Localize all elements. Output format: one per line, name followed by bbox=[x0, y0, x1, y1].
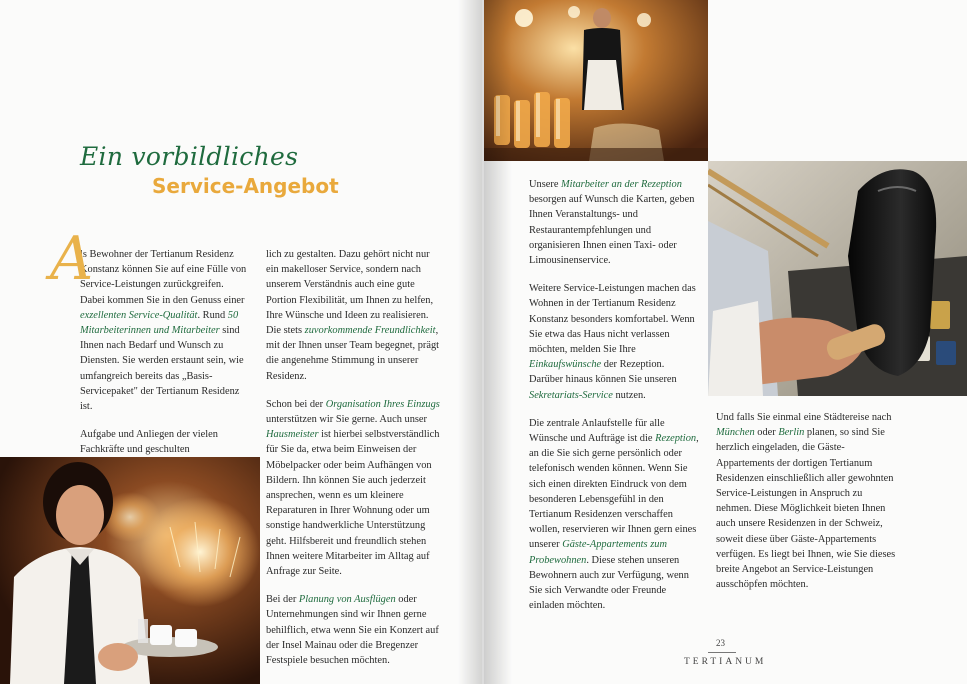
body-text: unterstützen wir Sie gerne. Auch unser bbox=[266, 414, 428, 426]
body-text: nutzen. bbox=[612, 389, 646, 401]
highlight-text: Rezeption bbox=[655, 433, 697, 445]
body-text: Bei der bbox=[266, 594, 299, 606]
highlight-text: Einkaufswünsche bbox=[529, 359, 602, 371]
title-line-1: Ein vorbildliches bbox=[80, 142, 299, 171]
paragraph bbox=[266, 247, 441, 384]
highlight-text: exzellenten Service-Qualität bbox=[80, 309, 198, 321]
highlight-text: München bbox=[716, 427, 755, 439]
body-text: besorgen auf Wunsch die Karten, geben Ihnen Veranstaltungs- und Restaurantempfehlungen und organisieren Ihnen einen Taxi- oder Limousinenservice. bbox=[529, 194, 695, 267]
gutter-shadow bbox=[484, 0, 512, 684]
body-text: Und falls Sie einmal eine Städtereise nach bbox=[716, 412, 892, 423]
paragraph bbox=[529, 281, 699, 403]
page-number-rule bbox=[708, 652, 736, 653]
body-text: oder Unternehmungen sind wir Ihnen gerne behilflich, etwa wenn Sie ein Konzert auf der Insel Mainau oder die Bregenzer Festspiele besuchen möchten. bbox=[266, 594, 439, 667]
body-text: planen, so sind Sie herzlich eingeladen, die Gäste-Appartements der dortigen Tertianum Residenzen einschließlich aller gewohnten Service-Leistungen in Anspruch zu nehmen. Diese Möglichkeit bieten Ihnen auch unsere Residenzen in der Schweiz, soweit diese über Gäste-Appartements verfügen. Es liegt bei Ihnen, wie Sie dieses breite Angebot an Service-Leistungen ausschöpfen möchten. bbox=[716, 427, 896, 591]
highlight-text: Berlin bbox=[778, 427, 805, 439]
paragraph bbox=[529, 416, 699, 614]
highlight-text: Hausmeister bbox=[266, 429, 319, 441]
highlight-text: Sekretariats-Service bbox=[529, 389, 613, 401]
waitress-photo bbox=[0, 457, 260, 684]
paragraph bbox=[529, 177, 699, 268]
body-text: lich zu gestalten. Dazu gehört nicht nur ein makelloser Service, sondern nach unserem Verständnis auch eine gute Portion Flexibilität, um Ihnen zu helfen, Ihre Wünsche und Ideen zu realisieren. Die stets bbox=[266, 249, 434, 337]
restaurant-photo bbox=[484, 0, 708, 161]
body-text: . Diese stehen unseren Bewohnern auch zur Verfügung, wenn Sie sich Verwandte oder Freunde einladen möchten. bbox=[529, 554, 689, 612]
gutter-shadow bbox=[458, 0, 482, 684]
left-column-2 bbox=[266, 247, 441, 681]
body-text: , mit der Ihnen unser Team begegnet, prägt die angenehme Stimmung in unserer Residenz. bbox=[266, 325, 440, 382]
highlight-text: 50 Mitarbeiterinnen und Mitarbeiter bbox=[80, 309, 239, 337]
body-text: Die zentrale Anlaufstelle für alle Wünsche und Aufträge ist die bbox=[529, 417, 665, 445]
left-page bbox=[0, 0, 482, 684]
highlight-text: Mitarbeiter an der Rezeption bbox=[561, 179, 682, 190]
highlight-text: Planung von Ausflügen bbox=[298, 594, 396, 606]
highlight-text: zuvorkommende Freundlichkeit bbox=[304, 325, 436, 337]
body-text: ls Bewohner der Tertianum Residenz Konstanz können Sie auf eine Fülle von Service-Leistungen zurückgreifen. Dabei kommen Sie in den Genuss einer bbox=[80, 249, 247, 306]
body-text: Weitere Service-Leistungen machen das Wohnen in der Tertianum Residenz Konstanz besonders komfortabel. Wenn Sie etwa das Haus nicht verlassen möchten, melden Sie Ihre bbox=[529, 283, 696, 356]
paragraph bbox=[80, 247, 250, 414]
paragraph bbox=[266, 397, 441, 579]
right-column-2 bbox=[716, 410, 896, 605]
title-line-2: Service-Angebot bbox=[152, 174, 339, 198]
body-text: . Rund bbox=[197, 309, 228, 321]
body-text: oder bbox=[754, 427, 779, 439]
body-text: ist hierbei selbstverständlich für Sie da, etwa beim Einweisen der Möbelpacker oder beim Aufhängen von Bildern. Ihn können Sie auch jederzeit ansprechen, wenn es um kleinere Reparaturen in Ihrer Wohnung oder um sonstige handwerkliche Unterstützung geht. Hilfsbereit und freundlich stehen Ihnen weitere Mitarbeiter im Alltag auf Anfrage zur Seite. bbox=[266, 429, 440, 578]
body-text: sind Ihnen nach Bedarf und Wunsch zu Diensten. Sie werden erstaunt sein, wie umfangreich bereits das „Basis-Servicepaket" der Tertianum Residenz ist. bbox=[80, 325, 244, 413]
body-text: Unsere bbox=[529, 179, 562, 190]
body-text: Aufgabe und Anliegen der vielen Fachkräfte und geschulten bbox=[80, 429, 218, 456]
right-page bbox=[484, 0, 967, 684]
highlight-text: Organisation Ihres Einzugs bbox=[325, 398, 440, 410]
shoe-shine-photo bbox=[708, 161, 967, 396]
paragraph bbox=[716, 410, 896, 592]
body-text: , an die Sie sich gerne persönlich oder telefonisch wenden können. Wenn Sie sich einen direkten Eindruck von dem besonderen Lebensgefühl in den Tertianum Residenzen verschaffen wollen, reservieren wir Ihnen gern eines unserer bbox=[529, 433, 699, 551]
paragraph bbox=[266, 592, 441, 668]
body-text: Schon bei der bbox=[266, 398, 326, 410]
brand-wordmark: TERTIANUM bbox=[684, 657, 767, 667]
body-text: der Rezeption. Darüber hinaus können Sie unseren bbox=[529, 359, 677, 386]
highlight-text: Gäste-Appartements zum Probewohnen bbox=[529, 539, 667, 566]
page-number: 23 bbox=[716, 638, 725, 648]
drop-cap: A bbox=[50, 224, 94, 294]
right-column-1 bbox=[529, 177, 699, 626]
